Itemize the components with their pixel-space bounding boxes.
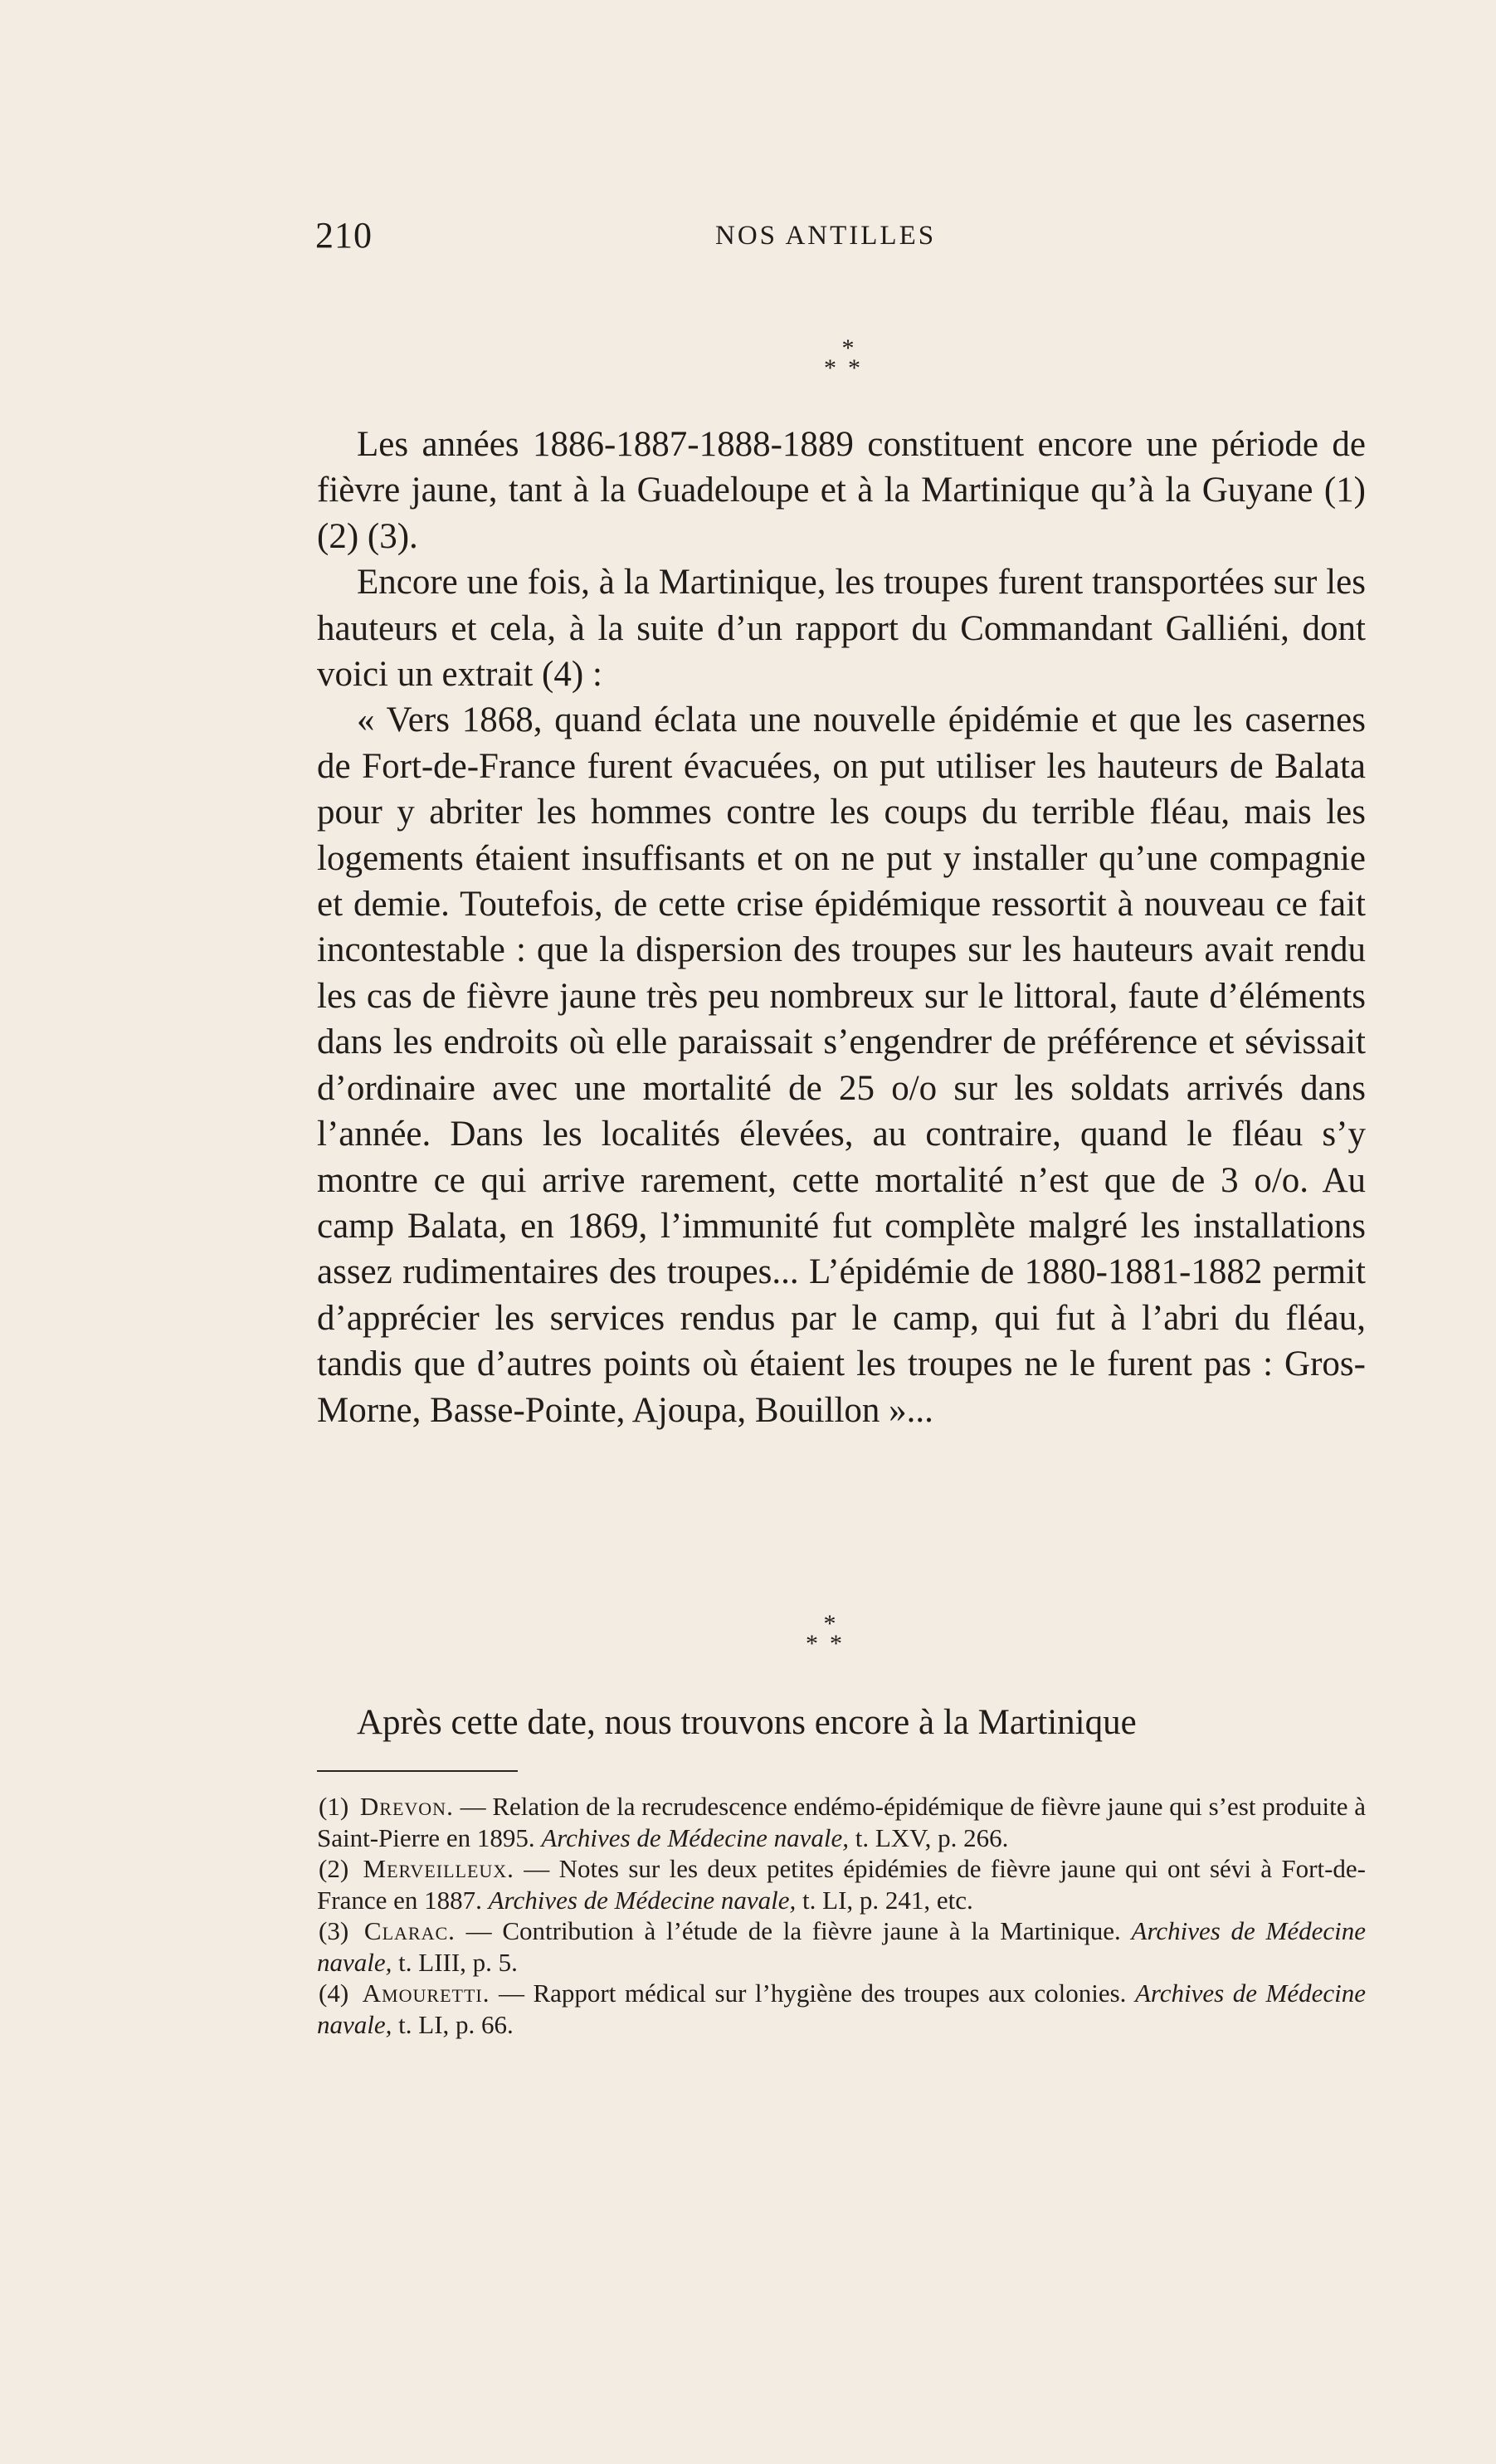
footnote-journal: Archives de Médecine navale, <box>488 1885 797 1915</box>
section-break-asterism <box>815 336 881 386</box>
page-number: 210 <box>315 215 373 256</box>
paragraph-4: Après cette date, nous trouvons encore à la Martinique <box>357 1703 1137 1742</box>
main-text <box>317 422 1366 1433</box>
footnote-author: Amouretti. <box>362 1979 490 2008</box>
footnote-author: Merveilleux. <box>363 1854 514 1883</box>
footnote-3 <box>317 1915 1366 1978</box>
continued-text <box>317 1700 1366 1745</box>
footnote-reference: t. LIII, p. 5. <box>392 1947 518 1977</box>
footnote-journal: Archives de Médecine navale, <box>317 1916 1366 1977</box>
footnote-author: Clarac. <box>363 1916 456 1945</box>
footnote-journal: Archives de Médecine navale, <box>541 1822 849 1852</box>
asterism-bottom: ** <box>806 1630 854 1657</box>
asterism-top: * <box>823 1610 836 1637</box>
footnotes <box>317 1791 1366 2040</box>
footnote-text: — Contribution à l’étude de la fièvre jaune à la Martinique. <box>455 1916 1132 1945</box>
paragraph-2: Encore une fois, à la Martinique, les troupes furent transportées sur les hauteurs et cela, à la suite d’un rapport du Commandant Galliéni, dont voici un extrait (4) : <box>317 563 1366 695</box>
paragraph-3-quote: « Vers 1868, quand éclata une nouvelle épidémie et que les casernes de Fort-de-France furent évacuées, on put utiliser les hauteurs de Balata pour y abriter les hommes contre les coups du terrible fléau, mais les logements étaient insuffisants et on ne put y installer qu’une compagnie et demie. Toutefois, de cette crise épidémique ressortit à nouveau ce fait incontestable : que la dispersion des troupes sur les hauteurs avait rendu les cas de fièvre jaune très peu nombreux sur le littoral, faute d’éléments dans les endroits où elle paraissait s’engendrer de préférence et sévissait d’ordinaire avec une mortalité de 25 o/o sur les soldats arrivés dans l’année. Dans les localités élevées, au contraire, quand le fléau s’y montre ce qui arrive rarement, cette mortalité n’est que de 3 o/o. Au camp Balata, en 1869, l’immunité fut complète malgré les installations assez rudimentaires des troupes... L’épidémie de 1880-1881-1882 permit d’apprécier les services rendus par le camp, qui fut à l’abri du fléau, tandis que d’autres points où étaient les troupes ne le furent pas : Gros-Morne, Basse-Pointe, Ajoupa, Bouillon »... <box>317 700 1366 1430</box>
asterism-top: * <box>841 334 855 362</box>
footnote-journal: Archives de Médecine navale, <box>317 1979 1366 2039</box>
footnote-author: Drevon. <box>359 1792 454 1821</box>
footnote-text: — Relation de la recrudescence endémo-épidémique de fièvre jaune qui s’est produite à Saint-Pierre en 1895. <box>317 1792 1367 1852</box>
footnote-number: (1) <box>319 1792 349 1821</box>
footnote-number: (2) <box>319 1854 349 1883</box>
footnote-reference: t. LI, p. 66. <box>392 2009 514 2039</box>
running-title: NOS ANTILLES <box>715 221 937 251</box>
paragraph-1: Les années 1886-1887-1888-1889 constituent encore une période de fièvre jaune, tant à la Guadeloupe et à la Martinique qu’à la Guyane (1) (2) (3). <box>317 425 1366 556</box>
section-break-asterism-2 <box>797 1612 863 1661</box>
asterism-bottom: ** <box>824 354 872 382</box>
footnote-1 <box>317 1791 1366 1853</box>
footnote-reference: t. LXV, p. 266. <box>849 1822 1009 1852</box>
footnote-reference: t. LI, p. 241, etc. <box>796 1885 973 1915</box>
footnote-separator <box>317 1770 518 1772</box>
footnote-4 <box>317 1978 1366 2040</box>
footnote-number: (4) <box>319 1979 349 2008</box>
page-header <box>315 214 1369 264</box>
footnote-text: — Notes sur les deux petites épidémies de fièvre jaune qui ont sévi à Fort-de-France en 1887. <box>317 1854 1366 1915</box>
footnote-number: (3) <box>319 1916 349 1945</box>
footnote-2 <box>317 1853 1366 1915</box>
footnote-text: — Rapport médical sur l’hygiène des troupes aux colonies. <box>490 1979 1135 2008</box>
